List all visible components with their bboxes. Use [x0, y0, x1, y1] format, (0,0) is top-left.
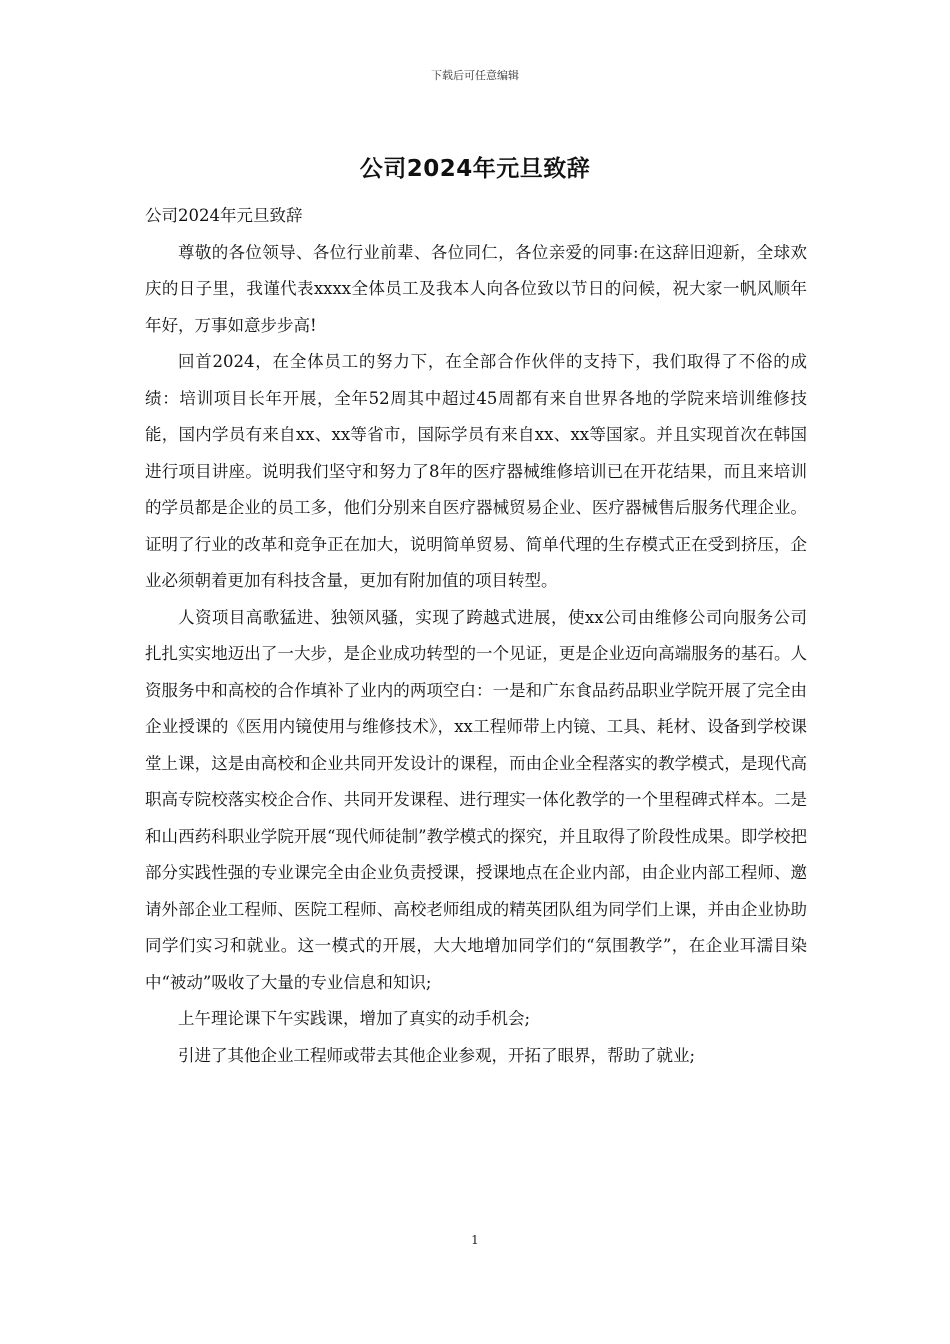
- subtitle-line: 公司2024年元旦致辞: [145, 206, 303, 225]
- paragraph-practice: 上午理论课下午实践课，增加了真实的动手机会;: [178, 1009, 531, 1028]
- paragraph-engineers: 引进了其他企业工程师或带去其他企业参观，开拓了眼界，帮助了就业;: [178, 1045, 696, 1065]
- document-body: [145, 198, 807, 1074]
- paragraph-greeting: 尊敬的各位领导、各位行业前辈、各位同仁，各位亲爱的同事:在这辞旧迎新，全球欢庆的日子里，我谨代表xxxx全体员工及我本人向各位致以节日的问候，祝大家一帆风顺年年好，万事如意步步高!: [145, 242, 807, 335]
- header-note: 下载后可任意编辑: [431, 69, 519, 82]
- paragraph-hr-project: 人资项目高歌猛进、独领风骚，实现了跨越式进展，使xx公司由维修公司向服务公司扎扎实实地迈出了一大步，是企业成功转型的一个见证，更是企业迈向高端服务的基石。人资服务中和高校的合作填补了业内的两项空白：一是和广东食品药品职业学院开展了完全由企业授课的《医用内镜使用与维修技术》，xx工程师带上内镜、工具、耗材、设备到学校课堂上课，这是由高校和企业共同开发设计的课程，而由企业全程落实的教学模式，是现代高职高专院校落实校企合作、共同开发课程、进行理实一体化教学的一个里程碑式样本。二是和山西药科职业学院开展“现代师徒制”教学模式的探究，并且取得了阶段性成果。即学校把部分实践性强的专业课完全由企业负责授课，授课地点在企业内部，由企业内部工程师、邀请外部企业工程师、医院工程师、高校老师组成的精英团队组为同学们上课，并由企业协助同学们实习和就业。这一模式的开展，大大地增加同学们的“氛围教学”，在企业耳濡目染中“被动”吸收了大量的专业信息和知识;: [145, 607, 807, 992]
- page-number: 1: [471, 1233, 479, 1247]
- paragraph-review: 回首2024，在全体员工的努力下，在全部合作伙伴的支持下，我们取得了不俗的成绩：培训项目长年开展，全年52周其中超过45周都有来自世界各地的学院来培训维修技能，国内学员有来自xx、xx等省市，国际学员有来自xx、xx等国家。并且实现首次在韩国进行项目讲座。说明我们坚守和努力了8年的医疗器械维修培训已在开花结果，而且来培训的学员都是企业的员工多，他们分别来自医疗器械贸易企业、医疗器械售后服务代理企业。证明了行业的改革和竞争正在加大，说明简单贸易、简单代理的生存模式正在受到挤压，企业必须朝着更加有科技含量，更加有附加值的项目转型。: [145, 352, 807, 590]
- document-title: 公司2024年元旦致辞: [359, 156, 591, 182]
